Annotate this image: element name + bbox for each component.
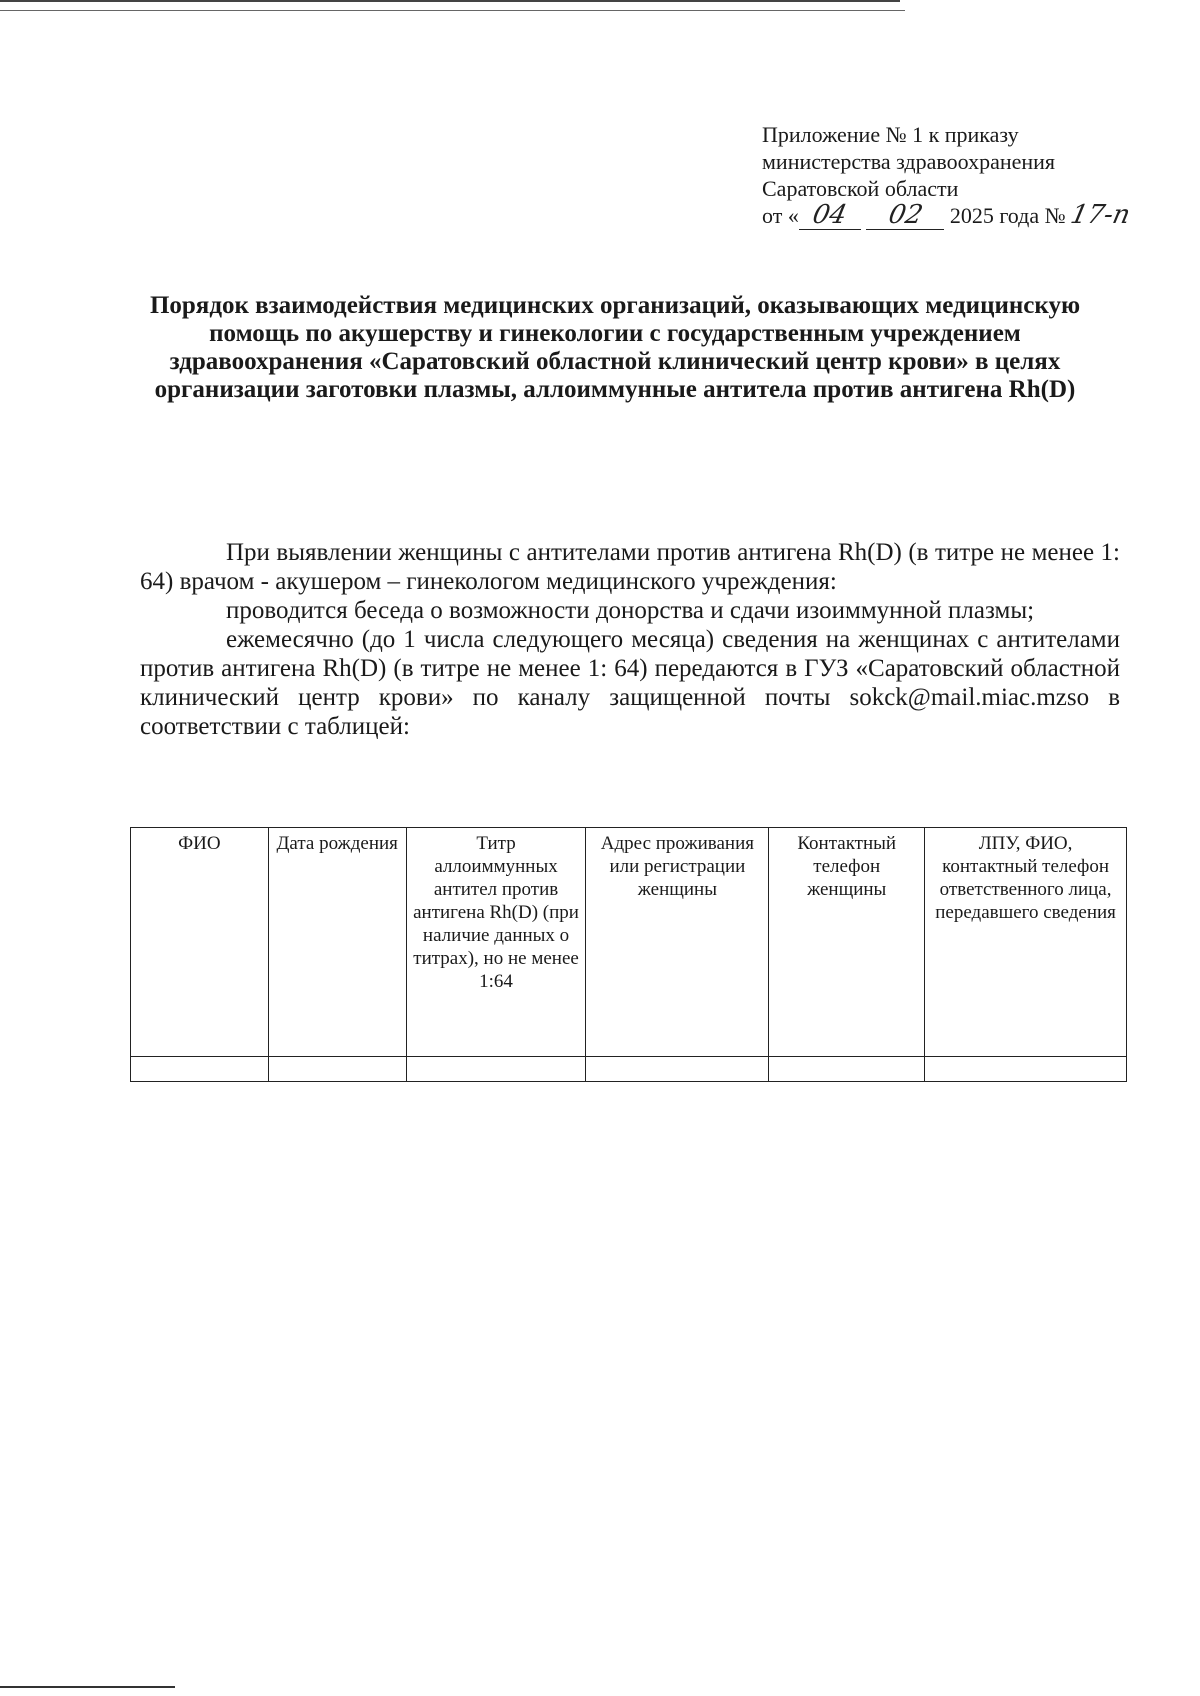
paragraph-3: ежемесячно (до 1 числа следующего месяца) сведения на женщинах с антителами против антигена Rh(D) (в титре не менее 1: 64) передаются в ГУЗ «Саратовский областной клинический центр крови» по каналу защищенной почты sokck@mail.miac.mzso в соответствии с таблицей: bbox=[140, 626, 1120, 740]
table-cell bbox=[406, 1057, 586, 1082]
table-row bbox=[131, 1057, 1127, 1082]
header-fio: ФИО bbox=[131, 828, 269, 1057]
date-prefix: от « bbox=[762, 203, 799, 228]
table-header-row bbox=[131, 828, 1127, 1057]
date-year: 2025 года № bbox=[949, 203, 1066, 228]
date-day bbox=[799, 202, 861, 230]
header-responsible: ЛПУ, ФИО, контактный телефон ответственного лица, передавшего сведения bbox=[925, 828, 1127, 1057]
table-cell bbox=[586, 1057, 769, 1082]
top-border-line bbox=[0, 0, 900, 2]
table-cell bbox=[131, 1057, 269, 1082]
table-cell bbox=[925, 1057, 1127, 1082]
document-title: Порядок взаимодействия медицинских организаций, оказывающих медицинскую помощь по акушерству и гинекологии с государственным учреждением здравоохранения «Саратовский областной клинический центр крови» в целях организации заготовки плазмы, аллоиммунные антитела против антигена Rh(D) bbox=[149, 292, 1081, 403]
appendix-line-1: Приложение № 1 к приказу bbox=[762, 122, 1019, 147]
appendix-block bbox=[762, 121, 1162, 230]
date-month-handwritten: 02 bbox=[885, 200, 926, 230]
header-birth-date: Дата рождения bbox=[268, 828, 406, 1057]
top-border-line-secondary bbox=[0, 10, 905, 11]
appendix-line-3: Саратовской области bbox=[762, 176, 959, 201]
appendix-line-2: министерства здравоохранения bbox=[762, 149, 1056, 174]
paragraph-1: При выявлении женщины с антителами против антигена Rh(D) (в титре не менее 1: 64) врачом - акушером – гинекологом медицинского учреждения: bbox=[140, 539, 1120, 595]
header-phone: Контактный телефон женщины bbox=[769, 828, 925, 1057]
paragraph-2: проводится беседа о возможности донорства и сдачи изоиммунной плазмы; bbox=[226, 597, 1035, 624]
header-address: Адрес проживания или регистрации женщины bbox=[586, 828, 769, 1057]
appendix-date-line bbox=[762, 202, 1162, 230]
table-cell bbox=[268, 1057, 406, 1082]
info-table bbox=[130, 827, 1127, 1082]
header-titer: Титр аллоиммунных антител против антигена Rh(D) (при наличие данных о титрах), но не менее 1:64 bbox=[406, 828, 586, 1057]
table-cell bbox=[769, 1057, 925, 1082]
order-number: 17-п bbox=[1068, 200, 1134, 230]
date-day-handwritten: 04 bbox=[810, 200, 850, 230]
date-month bbox=[866, 202, 944, 230]
body-text bbox=[140, 538, 1120, 741]
bottom-border-line bbox=[0, 1686, 175, 1688]
